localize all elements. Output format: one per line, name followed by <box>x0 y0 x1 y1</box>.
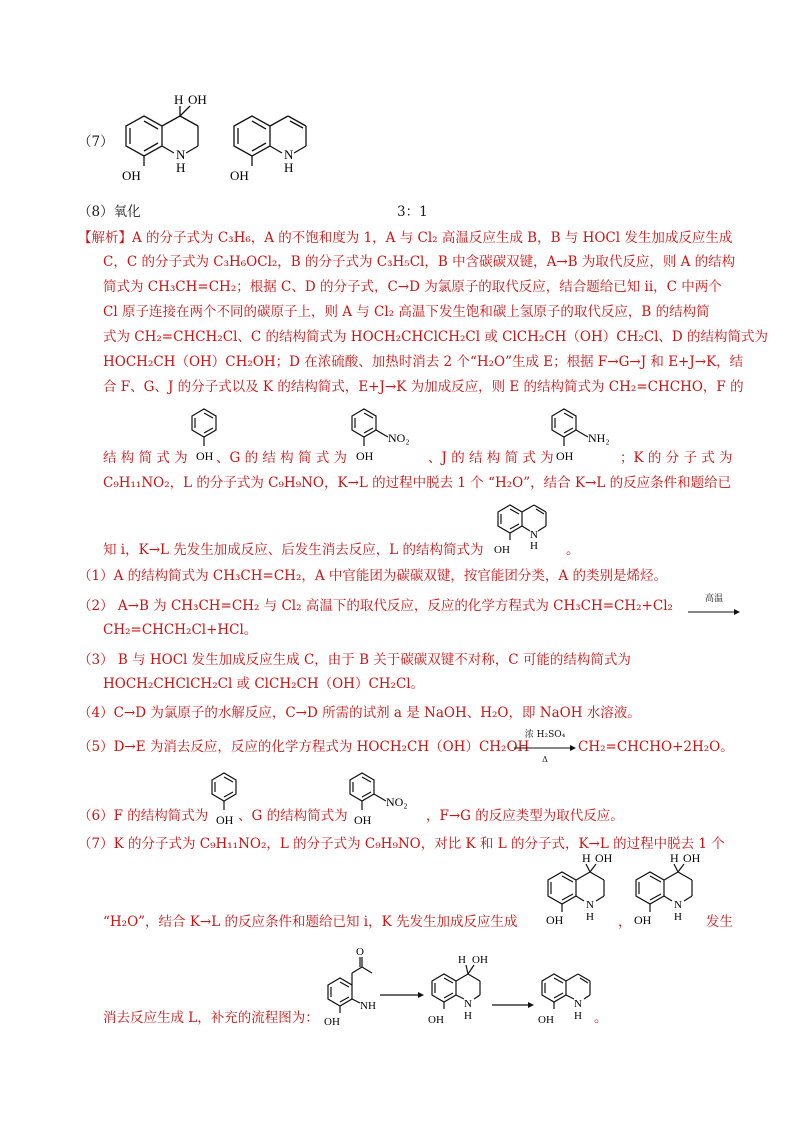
k-b-h-n-label: H <box>674 911 682 923</box>
mol1-h-n-label: H <box>176 160 186 175</box>
mol2-oh-label: OH <box>230 168 249 183</box>
nitrophenol-structure-a6 <box>338 764 418 832</box>
k-a-oh-label: OH <box>595 852 613 865</box>
answer-5-condition-bottom: Δ <box>542 755 548 764</box>
k-a-n-label: N <box>586 899 594 911</box>
aminophenol-nh2-label: NH₂ <box>588 431 610 445</box>
answer-3-line-2: HOCH₂CHClCH₂Cl 或 ClCH₂CH（OH）CH₂Cl。 <box>103 676 425 692</box>
analysis-line-8d: ；K 的 分 子 式 为 <box>620 450 733 466</box>
l-analysis-h-label: H <box>530 540 538 552</box>
analysis-line-10b: 。 <box>566 542 580 558</box>
flow-mid-oh-label: OH <box>472 954 488 966</box>
answer-7-line-1: （7）K 的分子式为 C₉H₁₁NO₂，L 的分子式为 C₉H₉NO，对比 K 和 L 的分子式，K→L 的过程中脱去 1 个 <box>78 836 725 852</box>
answer-6-pre: （6）F 的结构简式为 <box>78 808 209 824</box>
flow-mid-oh-bottom-label: OH <box>428 1014 444 1026</box>
analysis-line-3: 简式为 CH₃CH=CH₂；根据 C、D 的分子式，C→D 为氯原子的取代反应，结合题给已知 ii，C 中两个 <box>103 279 722 295</box>
answer-3-line-1: （3） B 与 HOCl 发生加成反应生成 C，由于 B 关于碳碳双键不对称，C 可能的结构简式为 <box>78 652 631 668</box>
answer-5-pre: （5）D→E 为消去反应，反应的化学方程式为 HOCH₂CH（OH）CH₂OH <box>78 739 530 755</box>
q8-answer: （8）氧化 <box>78 204 141 220</box>
answer-7-line-3a: 消去反应生成 L，补充的流程图为： <box>103 1010 319 1026</box>
l-analysis-n-label: N <box>530 529 538 541</box>
mol1-oh-bottom-label: OH <box>122 168 141 183</box>
answer-4: （4）C→D 为氯原子的水解反应，C→D 所需的试剂 a 是 NaOH、H₂O，即 NaOH 水溶液。 <box>78 705 641 721</box>
nitrophenol-structure-g <box>340 400 420 468</box>
answer-7-line-3b: 。 <box>594 1010 608 1026</box>
analysis-line-9: C₉H₁₁NO₂，L 的分子式为 C₉H₉NO，K→L 的过程中脱去 1 个 “H₂O”，结合 K→L 的反应条件和题给已 <box>103 475 732 491</box>
mol2-n-label: N <box>284 147 294 162</box>
aminophenol-oh-label: OH <box>556 449 574 463</box>
answer-2-arrow <box>688 594 740 620</box>
answer-6-post: ，F→G 的反应类型为取代反应。 <box>426 808 624 824</box>
mol1-h-label: H <box>174 92 184 107</box>
analysis-line-2: C，C 的分子式为 C₃H₆OCl₂，B 的分子式为 C₃H₅Cl，B 中含碳碳双键，A→B 为取代反应，则 A 的结构 <box>103 254 736 270</box>
k-b-oh-bottom-label: OH <box>634 913 652 927</box>
answer-7-line-2c: 发生 <box>706 914 733 930</box>
mol2-h-label: H <box>284 160 294 175</box>
analysis-line-5: 式为 CH₂=CHCH₂Cl、C 的结构简式为 HOCH₂CHClCH₂Cl 或 ClCH₂CH（OH）CH₂Cl、D 的结构简式为 <box>103 329 769 345</box>
flow-l-oh-label: OH <box>538 1014 554 1026</box>
reaction-arrow-icon <box>688 608 740 616</box>
analysis-line-7: 合 F、G、J 的分子式以及 K 的结构简式，E+J→K 为加成反应，则 E 的结构简式为 CH₂=CHCHO，F 的 <box>103 379 744 395</box>
analysis-line-8a: 结 构 简 式 为 <box>103 450 188 466</box>
answer-1: （1）A 的结构简式为 CH₃CH=CH₂，A 中官能团为碳碳双键，按官能团分类，A 的类别是烯烃。 <box>78 568 667 584</box>
analysis-line-1: 【解析】A 的分子式为 C₃H₆，A 的不饱和度为 1，A 与 Cl₂ 高温反应生成 B，B 与 HOCl 发生加成反应生成 <box>78 230 733 246</box>
answer-2-line-2: CH₂=CHCH₂Cl+HCl。 <box>103 622 258 638</box>
phenol-a6-oh-label: OH <box>216 813 234 827</box>
answer-2-line-1: （2） A→B 为 CH₃CH=CH₂ 与 Cl₂ 高温下的取代反应，反应的化学方程式为 CH₃CH=CH₂+Cl₂ <box>78 598 673 614</box>
k-b-h-label: H <box>670 852 679 865</box>
analysis-line-10a: 知 i，K→L 先发生加成反应、后发生消去反应，L 的结构简式为 <box>103 542 484 558</box>
q8-ratio: 3：1 <box>397 204 428 220</box>
reaction-flow-diagram <box>320 945 620 1030</box>
flow-mid-hn-label: H <box>464 1010 472 1022</box>
k-a-h-n-label: H <box>586 911 594 923</box>
flow-mid-h-label: H <box>458 954 466 966</box>
flow-k-o-label: O <box>356 946 364 958</box>
phenol-oh-label: OH <box>196 449 214 463</box>
nitrophenol-a6-oh-label: OH <box>354 813 372 827</box>
answer-2-condition: 高温 <box>704 594 723 604</box>
k-intermediate-b <box>628 852 708 932</box>
k-a-oh-bottom-label: OH <box>546 913 564 927</box>
q7-number: （7） <box>78 134 114 150</box>
nitrophenol-no2-label: NO₂ <box>388 431 410 445</box>
answer-5-post: CH₂=CHCHO+2H₂O。 <box>578 739 734 755</box>
l-structure-analysis <box>490 496 560 558</box>
l-analysis-oh-label: OH <box>494 544 510 556</box>
answer-5-arrow <box>514 730 576 764</box>
nitrophenol-a6-no2-label: NO₂ <box>386 795 408 809</box>
reaction-arrow-icon <box>514 744 576 752</box>
flow-k-oh-label: OH <box>324 1016 340 1028</box>
answer-6-mid: 、G 的结构简式为 <box>238 808 348 824</box>
flow-l-n-label: N <box>574 998 582 1010</box>
aminophenol-structure-j <box>540 400 620 468</box>
flow-l-h-label: H <box>574 1010 582 1022</box>
analysis-line-6: HOCH₂CH（OH）CH₂OH；D 在浓硫酸、加热时消去 2 个“H₂O”生成 E；根据 F→G→J 和 E+J→K，结 <box>103 354 744 370</box>
mol1-n-label: N <box>176 147 186 162</box>
answer-7-line-2a: “H₂O”，结合 K→L 的反应条件和题给已知 i，K 先发生加成反应生成 <box>103 914 518 930</box>
flow-k-h-label: H <box>368 1000 376 1012</box>
k-intermediate-a <box>540 852 620 932</box>
analysis-line-8b: 、G 的 结 构 简 式 为 <box>216 450 348 466</box>
k-a-h-label: H <box>582 852 591 865</box>
mol1-oh-top-label: OH <box>188 92 207 107</box>
answer-7-line-2b: ， <box>618 914 632 930</box>
flow-mid-n-label: N <box>464 998 472 1010</box>
flow-k-n-label: N <box>360 1000 368 1012</box>
answer-5-condition-top: 浓 H₂SO₄ <box>524 730 566 740</box>
k-b-oh-label: OH <box>683 852 701 865</box>
nitrophenol-oh-label: OH <box>356 449 374 463</box>
analysis-line-8c: 、J 的 结 构 简 式 为 <box>428 450 554 466</box>
k-b-n-label: N <box>674 899 682 911</box>
q7-molecule-k-intermediate <box>102 92 212 187</box>
q7-molecule-l <box>210 92 320 187</box>
analysis-line-4: Cl 原子连接在两个不同的碳原子上，则 A 与 Cl₂ 高温下发生饱和碳上氢原子的取代反应，B 的结构简 <box>103 304 710 320</box>
